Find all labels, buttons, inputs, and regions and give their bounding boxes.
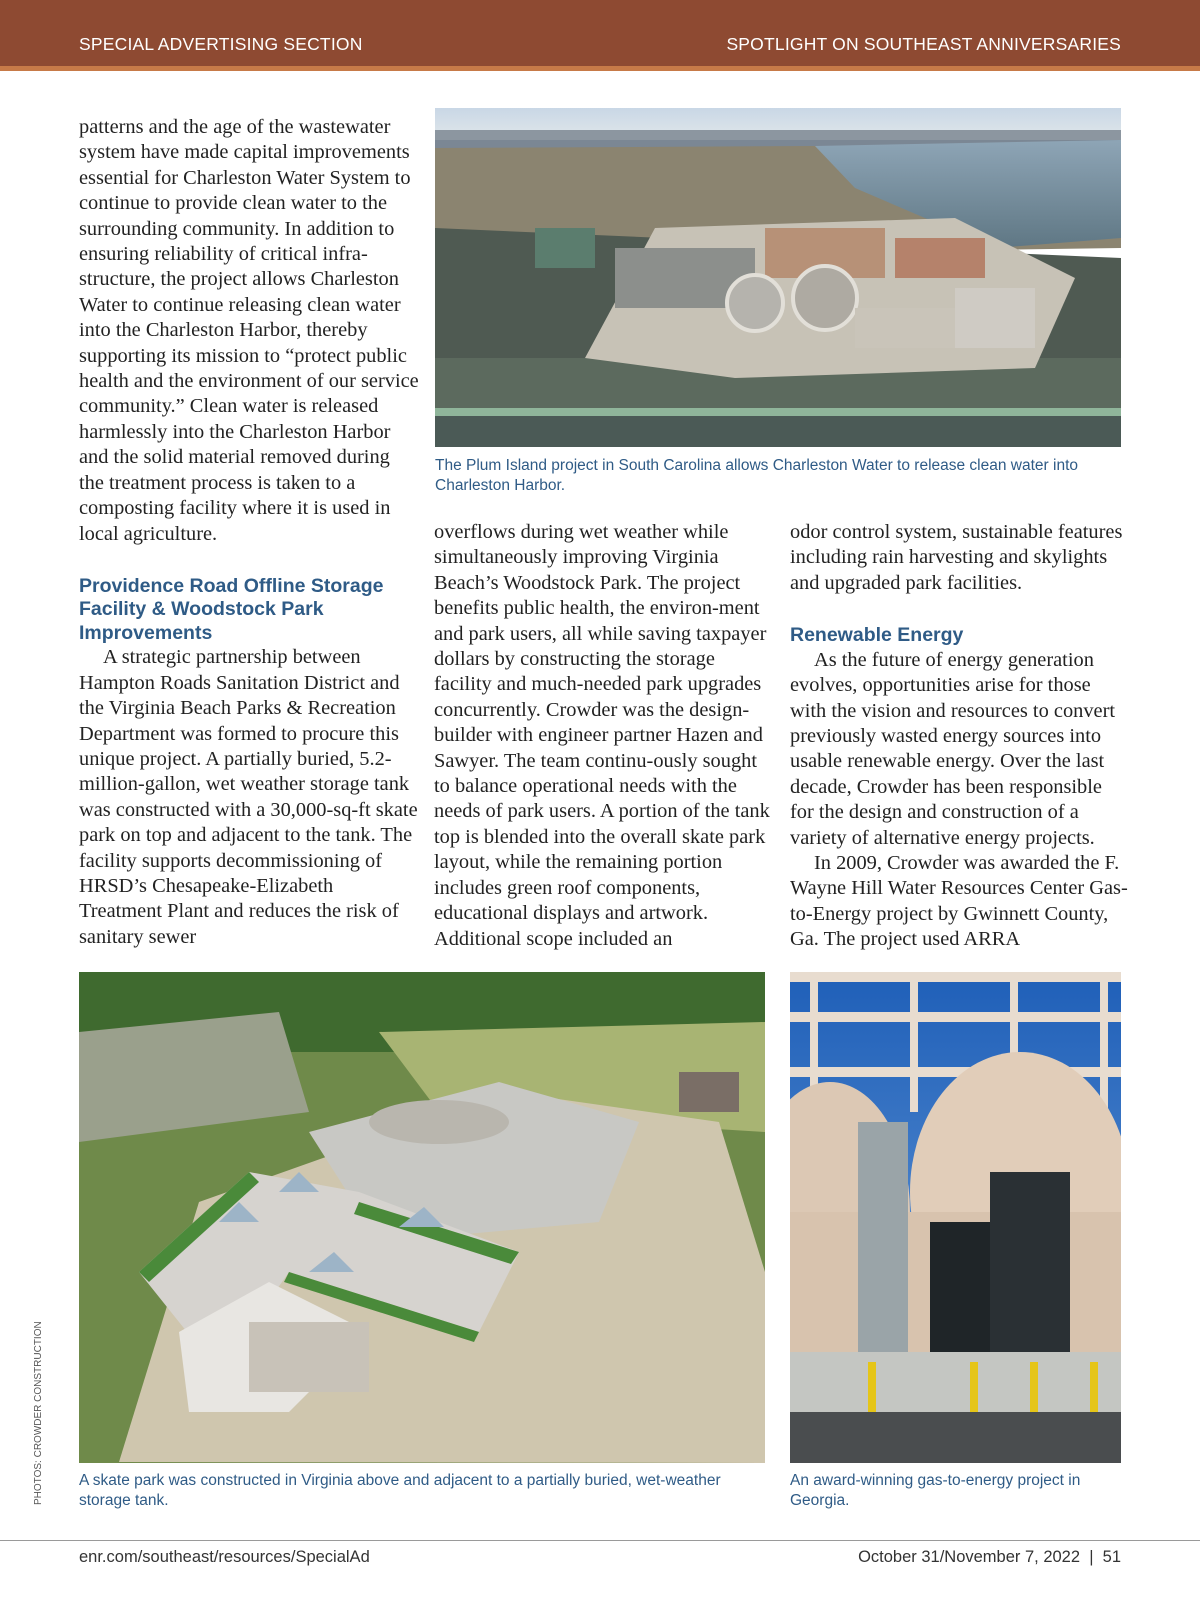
header-section-label: SPECIAL ADVERTISING SECTION: [79, 34, 363, 54]
plum-island-aerial-photo: [435, 108, 1121, 447]
section-header: [0, 0, 1200, 66]
body-paragraph: A strategic partnership between Hampton Roads Sanitation District and the Virginia Beach Parks & Recreation Department was formed to procure this unique project. A partially buried, 5.2-million-gallon, wet weather storage tank was constructed with a 30,000-sq-ft skate park on top and adjacent to the tank. The facility supports decommissioning of HRSD’s Chesapeake-Elizabeth Treatment Plant and reduces the risk of sanitary sewer: [79, 646, 418, 948]
body-paragraph: In 2009, Crowder was awarded the F. Wayne Hill Water Resources Center Gas-to-Energy project by Gwinnett County, Ga. The project used ARRA: [790, 851, 1128, 951]
footer-divider: [0, 1540, 1200, 1541]
skate-park-caption: A skate park was constructed in Virginia above and adjacent to a partially buried, wet-weather storage tank.: [79, 1472, 721, 1509]
gas-to-energy-photo: [790, 972, 1121, 1463]
article-column-1: [79, 115, 419, 950]
footer-url: enr.com/southeast/resources/SpecialAd: [79, 1548, 370, 1566]
photo-credit: PHOTOS: CROWDER CONSTRUCTION: [33, 1321, 44, 1505]
body-paragraph: odor control system, sustainable features including rain harvesting and skylights and upgraded park facilities.: [790, 521, 1123, 594]
header-spotlight-label: SPOTLIGHT ON SOUTHEAST ANNIVERSARIES: [726, 34, 1121, 54]
article-column-3: [790, 520, 1130, 953]
body-paragraph: patterns and the age of the wastewater system have made capital improvements essential for Charleston Water System to continue to provide clean water to the surrounding community. In addition to ensuring reliability of critical infra-structure, the project allows Charleston Water to continue releasing clean water into the Charleston Harbor, thereby supporting its mission to “protect public health and the environment of our service community.” Clean water is released harmlessly into the Charleston Harbor and the solid material removed during the treatment process is taken to a composting facility where it is used in local agriculture.: [79, 116, 419, 545]
top-photo-caption: The Plum Island project in South Carolina allows Charleston Water to release clean water into Charleston Harbor.: [435, 457, 1078, 494]
section-heading-providence-road: Providence Road Offline Storage Facility & Woodstock Park Improvements: [79, 574, 384, 644]
skate-park-aerial-photo: [79, 972, 765, 1463]
section-heading-renewable-energy: Renewable Energy: [790, 624, 964, 647]
header-divider: [0, 66, 1200, 71]
footer-date-page: October 31/November 7, 2022 | 51: [858, 1548, 1121, 1566]
gas-to-energy-caption: An award-winning gas-to-energy project in Georgia.: [790, 1472, 1081, 1509]
article-column-2: [434, 520, 774, 952]
body-paragraph: As the future of energy generation evolves, opportunities arise for those with the vision and resources to convert previously wasted energy sources into usable renewable energy. Over the last decade, Crowder has been responsible for the design and construction of a variety of alternative energy projects.: [790, 648, 1116, 849]
body-paragraph: overflows during wet weather while simultaneously improving Virginia Beach’s Woodstock Park. The project benefits public health, the environ-ment and park users, all while saving taxpayer dollars by constructing the storage facility and much-needed park upgrades concurrently. Crowder was the design-builder with engineer partner Hazen and Sawyer. The team continu-ously sought to balance operational needs with the needs of park users. A portion of the tank top is blended into the overall skate park layout, while the remaining portion includes green roof components, educational displays and artwork. Additional scope included an: [434, 521, 770, 950]
